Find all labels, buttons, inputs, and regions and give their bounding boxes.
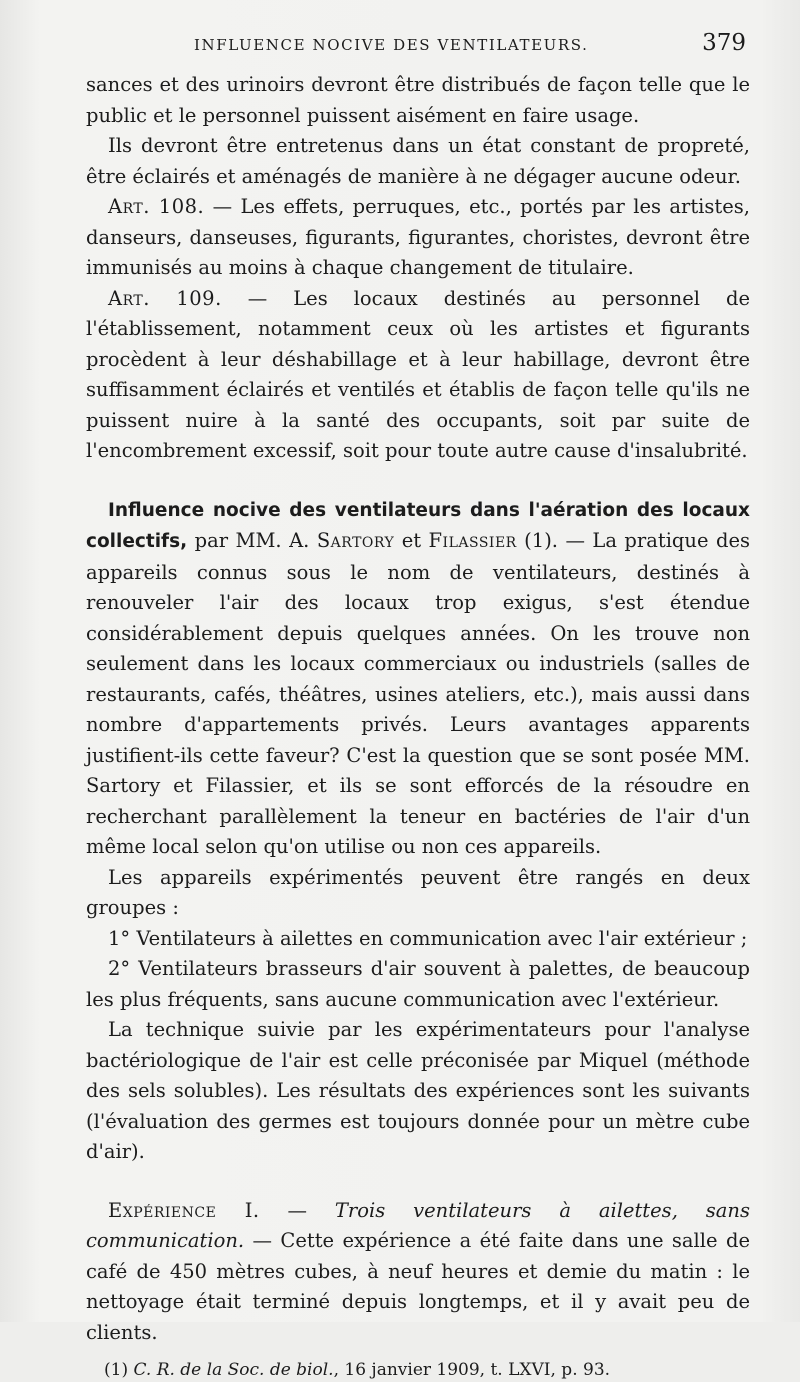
paragraph-continuation: sances et des urinoirs devront être distribués de façon telle que le public et le personnel puissent aisément en faire usage. xyxy=(86,73,750,127)
footnote-details: , 16 janvier 1909, t. LXVI, p. 93. xyxy=(333,1360,611,1380)
experiment-text: — Cette expérience a été faite dans une salle de café de 450 mètres cubes, à neuf heures et demie du matin : le nettoyage était terminé depuis longtemps, et il y avait peu de clients. xyxy=(86,1229,750,1344)
article-108-text: — Les effets, perruques, etc., portés par les artistes, danseurs, danseuses, figurants, figurantes, choristes, devront être immunisés au moins à chaque changement de titulaire. xyxy=(86,195,751,279)
group-1: 1° Ventilateurs à ailettes en communication avec l'air extérieur ; xyxy=(108,926,748,950)
section-gap xyxy=(86,467,750,495)
article-108-label: Art. 108. xyxy=(108,195,205,218)
experiment-label: Expérience I. xyxy=(108,1198,260,1222)
body-text xyxy=(86,70,750,1348)
article-109-label: Art. 109. xyxy=(108,286,222,310)
section-intro xyxy=(86,495,750,863)
group-2: 2° Ventilateurs brasseurs d'air souvent à palettes, de beaucoup les plus fréquents, sans aucune communication avec l'extérieur. xyxy=(86,957,750,1011)
author-sartory: Sartory xyxy=(316,529,395,552)
section-and: et xyxy=(394,529,429,552)
article-108 xyxy=(86,192,750,284)
groups-intro: Les appareils expérimentés peuvent être rangés en deux groupes : xyxy=(86,865,750,919)
technique-paragraph: La technique suivie par les expérimentateurs pour l'analyse bactériologique de l'air est celle préconisée par Miquel (méthode des sels solubles). Les résultats des expériences sont les suivants (l'évaluation des germes est toujours donnée pour un mètre cube d'air). xyxy=(86,1018,750,1163)
footnote xyxy=(86,1358,750,1382)
section-intro-text: (1). — La pratique des appareils connus sous le nom de ventilateurs, destinés à renouveler l'air des locaux trop exigus, s'est étendue considérablement depuis quelques années. On les trouve non seulement dans les locaux commerciaux ou industriels (salles de restaurants, cafés, théâtres, usines ateliers, etc.), mais aussi dans nombre d'appartements privés. Leurs avantages apparents justifient-ils cette faveur? C'est la question que se sont posée MM. Sartory et Filassier, et ils se sont efforcés de la résoudre en recherchant parallèlement la teneur en bactéries de l'air d'un même local selon qu'on utilise ou non ces appareils. xyxy=(86,529,750,858)
author-filassier: Filassier xyxy=(428,529,517,552)
section-by: par MM. A. xyxy=(187,529,317,552)
running-head xyxy=(86,28,750,62)
section-title: Influence nocive des ventilateurs dans l'aération des locaux collectifs, xyxy=(86,499,750,552)
footnote-marker: (1) xyxy=(104,1360,134,1380)
running-title: INFLUENCE NOCIVE DES VENTILATEURS. xyxy=(194,36,589,54)
experiment-dash: — xyxy=(259,1198,335,1222)
experiment-1 xyxy=(86,1196,750,1349)
page-number: 379 xyxy=(702,30,746,56)
footnote-source: C. R. de la Soc. de biol. xyxy=(133,1360,334,1380)
article-109-text: — Les locaux destinés au personnel de l'établissement, notamment ceux où les artistes et figurants procèdent à leur déshabillage et à leur habillage, devront être suffisamment éclairés et ventilés et établis de façon telle qu'ils ne puissent nuire à la santé des occupants, soit par suite de l'encombrement excessif, soit pour toute autre cause d'insalubrité. xyxy=(86,286,750,462)
paragraph-cleanliness: Ils devront être entretenus dans un état constant de propreté, être éclairés et aménagés de manière à ne dégager aucune odeur. xyxy=(86,134,750,188)
experiment-title: Trois ventilateurs à ailettes, sans communication. xyxy=(86,1198,750,1252)
article-109 xyxy=(86,284,750,467)
experiment-gap xyxy=(86,1168,750,1196)
